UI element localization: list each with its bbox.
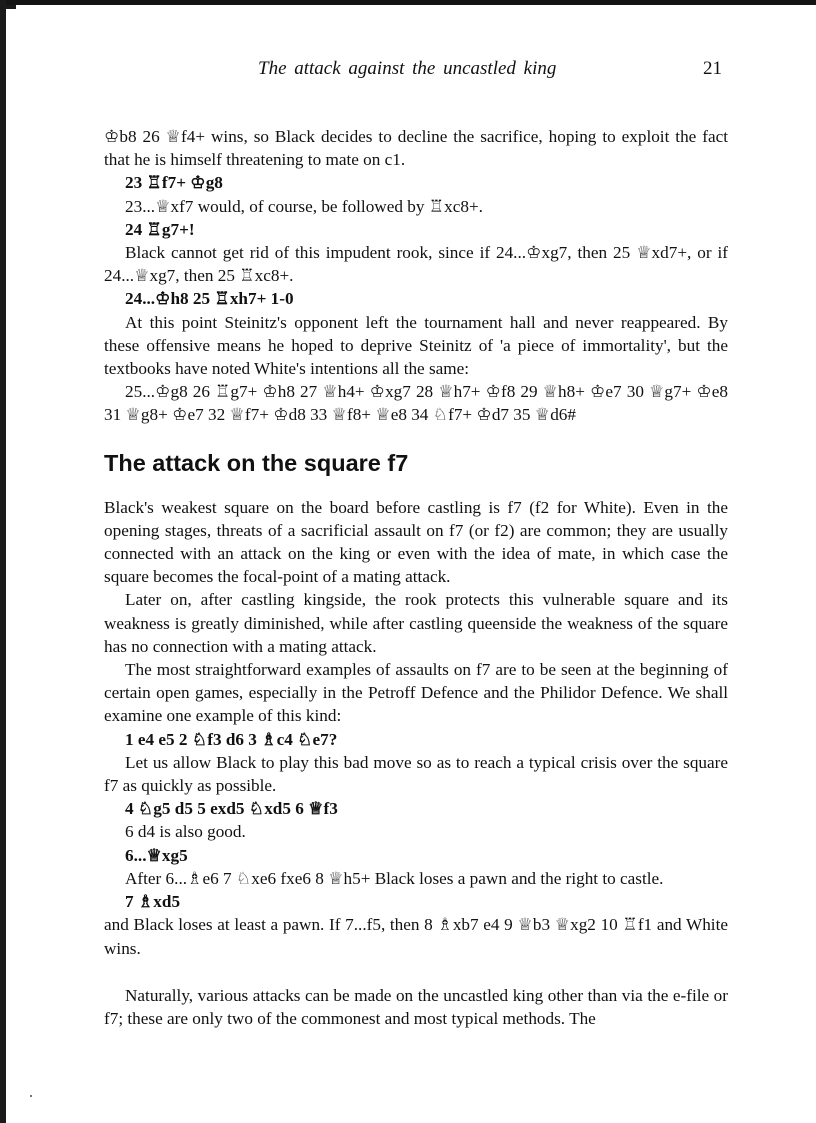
move-line: 7 ♗xd5	[125, 892, 181, 912]
move-line: 23 ♖f7+ ♔g8	[125, 173, 223, 193]
body-paragraph: Black's weakest square on the board before castling is f7 (f2 for White). Even in the opening stages, threats of a sacrificial assault on f7 (or f2) are common; they are usually connected with an attack on the king or even with the idea of mate, in which case the square becomes the focal-point of a mating attack.	[104, 497, 728, 587]
commentary-paragraph: Black cannot get rid of this impudent rook, since if 24...♔xg7, then 25 ♕xd7+, or if 24...♕xg7, then 25 ♖xc8+.	[104, 243, 728, 286]
variation-line: 25...♔g8 26 ♖g7+ ♔h8 27 ♕h4+ ♔xg7 28 ♕h7+ ♔f8 29 ♕h8+ ♔e7 30 ♕g7+ ♔e8 31 ♕g8+ ♔e7 32 ♕f7+ ♔d8 33 ♕f8+ ♕e8 34 ♘f7+ ♔d7 35 ♕d6#	[104, 382, 728, 425]
move-line: 4 ♘g5 d5 5 exd5 ♘xd5 6 ♕f3	[125, 799, 338, 819]
commentary-paragraph: After 6...♗e6 7 ♘xe6 fxe6 8 ♕h5+ Black loses a pawn and the right to castle.	[125, 868, 664, 888]
commentary-paragraph: and Black loses at least a pawn. If 7...f5, then 8 ♗xb7 e4 9 ♕b3 ♕xg2 10 ♖f1 and White wins.	[104, 915, 728, 958]
running-header	[0, 58, 816, 84]
body-paragraph: Later on, after castling kingside, the rook protects this vulnerable square and its weakness is greatly diminished, while after castling queenside the weakness of the square has no connection with a mating attack.	[104, 590, 728, 656]
commentary-paragraph: 23...♕xf7 would, of course, be followed by ♖xc8+.	[125, 196, 483, 216]
page-number: 21	[703, 58, 722, 79]
paragraph-gap	[104, 960, 728, 984]
page-body	[104, 125, 728, 1030]
move-line: 1 e4 e5 2 ♘f3 d6 3 ♗c4 ♘e7?	[125, 729, 338, 749]
commentary-paragraph: At this point Steinitz's opponent left the tournament hall and never reappeared. By these offensive means he hoped to deprive Steinitz of 'a piece of immortality', but the textbooks have noted White's intentions all the same:	[104, 312, 728, 379]
body-paragraph: The most straightforward examples of assaults on f7 are to be seen at the beginning of certain open games, especially in the Petroff Defence and the Philidor Defence. We shall examine one example of this kind:	[104, 660, 728, 726]
page-corner-mark	[6, 5, 16, 9]
commentary-paragraph: 6 d4 is also good.	[125, 822, 246, 842]
running-title: The attack against the uncastled king	[258, 58, 557, 79]
move-line: 6...♕xg5	[125, 845, 188, 865]
move-line: 24 ♖g7+!	[125, 219, 195, 239]
commentary-paragraph: Let us allow Black to play this bad move so as to reach a typical crisis over the square f7 as quickly as possible.	[104, 752, 728, 796]
section-heading: The attack on the square f7	[104, 449, 409, 476]
move-line: 24...♔h8 25 ♖xh7+ 1-0	[125, 289, 294, 309]
scan-speck	[30, 1095, 32, 1097]
page-top-edge	[0, 0, 816, 5]
page-left-edge	[0, 0, 6, 1123]
continuation-paragraph: ♔b8 26 ♕f4+ wins, so Black decides to decline the sacrifice, hoping to exploit the fact that he is himself threatening to mate on c1.	[104, 127, 728, 170]
body-paragraph: Naturally, various attacks can be made on the uncastled king other than via the e-file or f7; these are only two of the commonest and most typical methods. The	[104, 985, 728, 1028]
